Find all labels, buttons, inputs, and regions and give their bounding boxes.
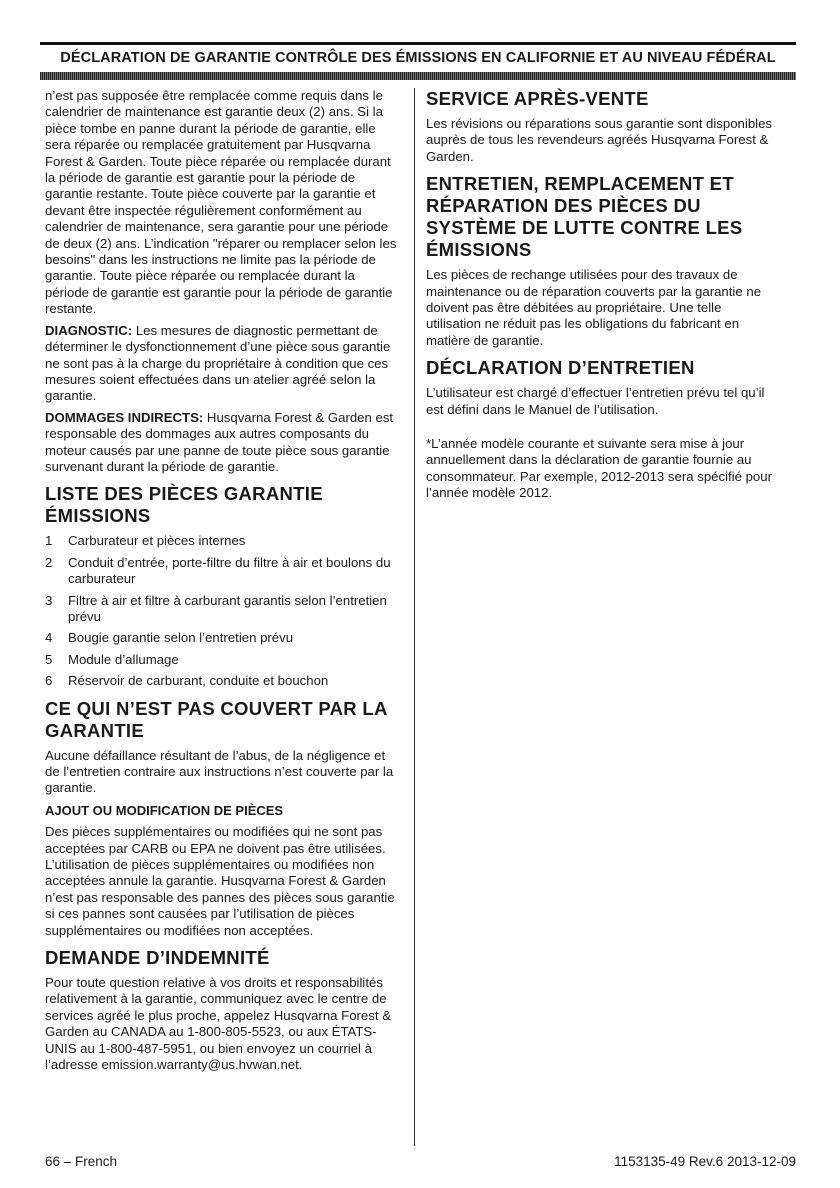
maintenance-paragraph: Les pièces de rechange utilisées pour des travaux de maintenance ou de réparation couverts par la garantie ne doivent pas être débitées au propriétaire. Une telle utilisation ne réduit pas les obligations du fabricant en matière de garantie. — [426, 267, 762, 348]
intro-paragraph: n’est pas supposée être remplacée comme requis dans le calendrier de maintenance est garantie deux (2) ans. Si la pièce tombe en panne durant la période de garantie, elle sera réparée ou remplacée gratuitement par Husqvarna Forest & Garden. Toute pièce réparée ou remplacée durant la période de garantie est garantie pour la période de garantie restante. Toute pièce couverte par la garantie et devant être inspectée régulièrement conformément au calendrier de maintenance, sera garantie pour une période de deux (2) ans. L’indication "réparer ou remplacer selon les besoins" dans les instructions ne limite pas la période de garantie. Toute pièce réparée ou remplacée durant la période de garantie est garantie pour la période de garantie restante. — [45, 88, 397, 317]
claim-paragraph: Pour toute question relative à vos droits et responsabilités relativement à la garantie, communiquez avec le centre de services agréé le plus proche, appelez Husqvarna Forest & Garden au CANADA au 1-800-805-5523, ou aux ÉTATS-UNIS au 1-800-487-5951, ou bien envoyez un courriel à l’adresse emission.warranty@us.hvwan.net. — [45, 975, 391, 1073]
diagnostic-text: Les mesures de diagnostic permettant de déterminer le dysfonctionnement d’une pièce sous garantie ne sont pas à la charge du propriétaire à condition que ces mesures soient effectuées dans un atelier agréé selon la garantie. — [45, 322, 391, 404]
page-header-title: DÉCLARATION DE GARANTIE CONTRÔLE DES ÉMISSIONS EN CALIFORNIE ET AU NIVEAU FÉDÉRAL — [60, 50, 776, 66]
service-paragraph: Les révisions ou réparations sous garantie sont disponibles auprès de tous les revendeurs agréés Husqvarna Forest & Garden. — [426, 116, 773, 164]
list-item-text: Bougie garantie selon l’entretien prévu — [68, 630, 294, 646]
document-reference: 1153135-49 Rev.6 2013-12-09 — [614, 1154, 796, 1169]
diagnostic-paragraph — [45, 323, 402, 405]
list-item-text: Réservoir de carburant, conduite et bouchon — [68, 673, 329, 689]
addon-parts-heading: AJOUT OU MODIFICATION DE PIÈCES — [45, 802, 284, 818]
list-item-text: Filtre à air et filtre à carburant garantis selon l’entretien prévu — [68, 592, 387, 624]
list-item-number: 5 — [45, 651, 53, 667]
not-covered-heading: CE QUI N’EST PAS COUVERT PAR LA GARANTIE — [45, 697, 387, 741]
diagnostic-label: DIAGNOSTIC: — [45, 322, 133, 338]
addon-parts-paragraph: Des pièces supplémentaires ou modifiées qui ne sont pas acceptées par CARB ou EPA ne doivent pas être utilisées. L’utilisation de pièces supplémentaires ou modifiées non acceptées annule la garantie. Husqvarna Forest & Garden n’est pas responsable des pannes des pièces sous garantie si ces pannes sont causées par l’utilisation de pièces supplémentaires ou modifiées non acceptées. — [45, 824, 395, 938]
list-item-text: Carburateur et pièces internes — [68, 533, 246, 549]
indirect-damages-label: DOMMAGES INDIRECTS: — [45, 409, 204, 425]
indirect-damages-text: Husqvarna Forest & Garden est responsable des dommages aux autres composants du moteur causés par une panne de toute pièce sous garantie survenant durant la période de garantie. — [45, 409, 394, 474]
list-item-number: 2 — [45, 554, 53, 570]
list-item-text: Module d’allumage — [68, 651, 179, 667]
list-item — [45, 652, 402, 668]
list-item — [45, 673, 402, 689]
list-item — [45, 630, 402, 646]
service-heading: SERVICE APRÈS-VENTE — [426, 88, 649, 109]
list-item — [45, 533, 402, 549]
list-item-number: 1 — [45, 533, 53, 549]
page-number: 66 – French — [45, 1154, 118, 1169]
model-year-footnote: *L’année modèle courante et suivante sera mise à jour annuellement dans la déclaration de garantie fournie au consommateur. Par exemple, 2012-2013 sera spécifié pour l’année modèle 2012. — [426, 436, 772, 501]
claim-heading: DEMANDE D’INDEMNITÉ — [45, 947, 270, 969]
column-divider — [414, 88, 415, 1146]
list-item — [45, 555, 402, 588]
list-item — [45, 593, 402, 626]
parts-list-heading: LISTE DES PIÈCES GARANTIE ÉMISSIONS — [45, 483, 323, 527]
left-column — [45, 88, 402, 1079]
list-item-number: 6 — [45, 673, 53, 689]
declaration-heading: DÉCLARATION D’ENTRETIEN — [426, 357, 695, 379]
list-item-text: Conduit d’entrée, porte-filtre du filtre à air et boulons du carburateur — [68, 554, 391, 587]
parts-list — [45, 533, 402, 689]
indirect-damages-paragraph — [45, 410, 402, 476]
list-item-number: 3 — [45, 592, 53, 608]
list-item-number: 4 — [45, 630, 53, 646]
top-rule — [40, 42, 796, 45]
right-column — [426, 88, 778, 507]
declaration-paragraph: L’utilisateur est chargé d’effectuer l’entretien prévu tel qu’il est défini dans le Manuel de l’utilisation. — [426, 385, 765, 417]
maintenance-heading: ENTRETIEN, REMPLACEMENT ET RÉPARATION DES PIÈCES DU SYSTÈME DE LUTTE CONTRE LES ÉMISSIONS — [426, 173, 743, 261]
not-covered-paragraph: Aucune défaillance résultant de l’abus, de la négligence et de l’entretien contraire aux instructions n’est couverte par la garantie. — [45, 747, 394, 796]
header-rule — [40, 72, 796, 80]
